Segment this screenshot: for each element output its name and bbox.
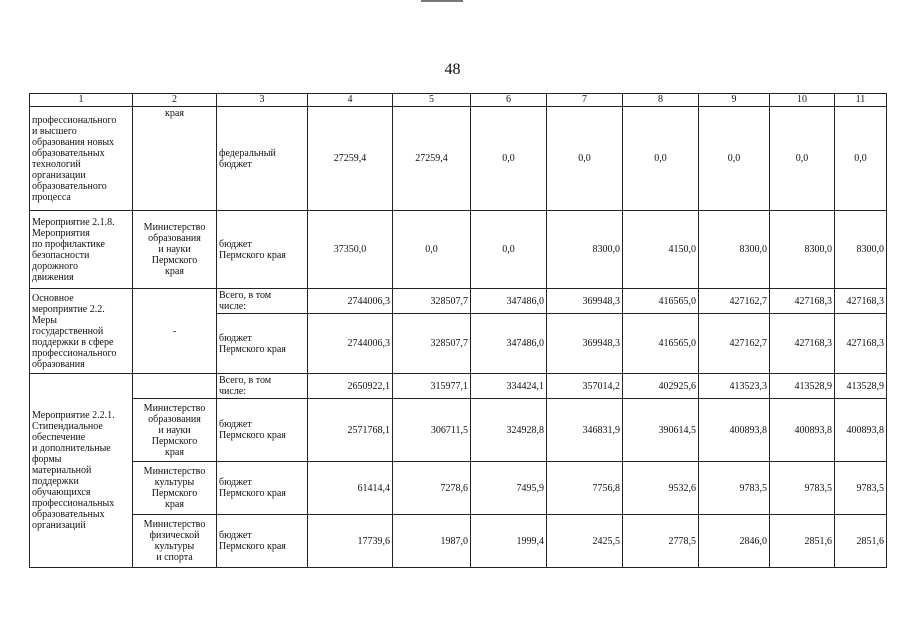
value-cell: 324928,8 [471,399,547,462]
value-cell: 347486,0 [471,314,547,374]
value-cell: 8300,0 [770,211,835,289]
value-cell: 306711,5 [393,399,471,462]
table-row [30,399,887,462]
value-cell: 1987,0 [393,515,471,568]
executor-cell: - [133,289,217,374]
header-row [30,94,887,107]
value-cell: 0,0 [699,107,770,211]
value-cell: 7278,6 [393,462,471,515]
value-cell: 9783,5 [770,462,835,515]
value-cell: 0,0 [623,107,699,211]
value-cell: 2650922,1 [308,374,393,399]
value-cell: 0,0 [547,107,623,211]
value-cell: 346831,9 [547,399,623,462]
value-cell: 416565,0 [623,289,699,314]
executor-cell: Министерство образования и науки Пермского края [133,399,217,462]
activity-name-cell: Мероприятие 2.1.8. Мероприятия по профилактике безопасности дорожного движения [30,211,133,289]
value-cell: 9532,6 [623,462,699,515]
value-cell: 61414,4 [308,462,393,515]
value-cell: 0,0 [471,211,547,289]
value-cell: 400893,8 [770,399,835,462]
funding-source-cell: Всего, в том числе: [217,374,308,399]
value-cell: 8300,0 [547,211,623,289]
executor-cell [133,374,217,399]
value-cell: 413528,9 [835,374,887,399]
value-cell: 416565,0 [623,314,699,374]
value-cell: 427168,3 [770,314,835,374]
value-cell: 328507,7 [393,314,471,374]
value-cell: 427168,3 [770,289,835,314]
value-cell: 2851,6 [770,515,835,568]
value-cell: 8300,0 [835,211,887,289]
activity-name-cell: профессионального и высшего образования новых образовательных технологий организации образовательного процесса [30,107,133,211]
table-row [30,374,887,399]
value-cell: 0,0 [393,211,471,289]
header-cell: 1 [30,94,133,107]
value-cell: 0,0 [835,107,887,211]
table-row [30,107,887,211]
value-cell: 2744006,3 [308,314,393,374]
header-cell: 6 [471,94,547,107]
header-cell: 5 [393,94,471,107]
value-cell: 7756,8 [547,462,623,515]
value-cell: 357014,2 [547,374,623,399]
value-cell: 334424,1 [471,374,547,399]
budget-table [29,93,887,568]
value-cell: 8300,0 [699,211,770,289]
value-cell: 402925,6 [623,374,699,399]
executor-cell: Министерство образования и науки Пермского края [133,211,217,289]
table-row [30,462,887,515]
value-cell: 2778,5 [623,515,699,568]
funding-source-cell: бюджет Пермского края [217,399,308,462]
funding-source-cell: бюджет Пермского края [217,211,308,289]
executor-cell: Министерство культуры Пермского края [133,462,217,515]
header-cell: 3 [217,94,308,107]
value-cell: 0,0 [770,107,835,211]
funding-source-cell: бюджет Пермского края [217,462,308,515]
value-cell: 4150,0 [623,211,699,289]
activity-name-cell: Основное мероприятие 2.2. Меры государственной поддержки в сфере профессионального образования [30,289,133,374]
value-cell: 369948,3 [547,289,623,314]
header-cell: 11 [835,94,887,107]
executor-cell: Министерство физической культуры и спорта [133,515,217,568]
value-cell: 413528,9 [770,374,835,399]
value-cell: 427168,3 [835,314,887,374]
value-cell: 400893,8 [699,399,770,462]
value-cell: 2425,5 [547,515,623,568]
header-cell: 2 [133,94,217,107]
executor-cell: края [133,107,217,211]
value-cell: 9783,5 [835,462,887,515]
value-cell: 0,0 [471,107,547,211]
value-cell: 2571768,1 [308,399,393,462]
value-cell: 7495,9 [471,462,547,515]
value-cell: 17739,6 [308,515,393,568]
page-top-mark [421,0,463,2]
value-cell: 2851,6 [835,515,887,568]
header-cell: 7 [547,94,623,107]
value-cell: 390614,5 [623,399,699,462]
value-cell: 369948,3 [547,314,623,374]
funding-source-cell: федеральный бюджет [217,107,308,211]
funding-source-cell: Всего, в том числе: [217,289,308,314]
value-cell: 315977,1 [393,374,471,399]
value-cell: 413523,3 [699,374,770,399]
value-cell: 9783,5 [699,462,770,515]
value-cell: 427162,7 [699,314,770,374]
value-cell: 347486,0 [471,289,547,314]
value-cell: 1999,4 [471,515,547,568]
header-cell: 10 [770,94,835,107]
activity-name-cell: Мероприятие 2.2.1. Стипендиальное обеспечение и дополнительные формы материальной поддержки обучающихся профессиональных образовательных организаций [30,374,133,568]
table-row [30,515,887,568]
header-cell: 9 [699,94,770,107]
value-cell: 27259,4 [308,107,393,211]
value-cell: 2846,0 [699,515,770,568]
value-cell: 2744006,3 [308,289,393,314]
funding-source-cell: бюджет Пермского края [217,314,308,374]
value-cell: 37350,0 [308,211,393,289]
value-cell: 328507,7 [393,289,471,314]
value-cell: 427162,7 [699,289,770,314]
header-cell: 8 [623,94,699,107]
page-number: 48 [444,61,461,78]
table-row [30,289,887,314]
header-cell: 4 [308,94,393,107]
table-row [30,211,887,289]
value-cell: 400893,8 [835,399,887,462]
value-cell: 27259,4 [393,107,471,211]
value-cell: 427168,3 [835,289,887,314]
funding-source-cell: бюджет Пермского края [217,515,308,568]
